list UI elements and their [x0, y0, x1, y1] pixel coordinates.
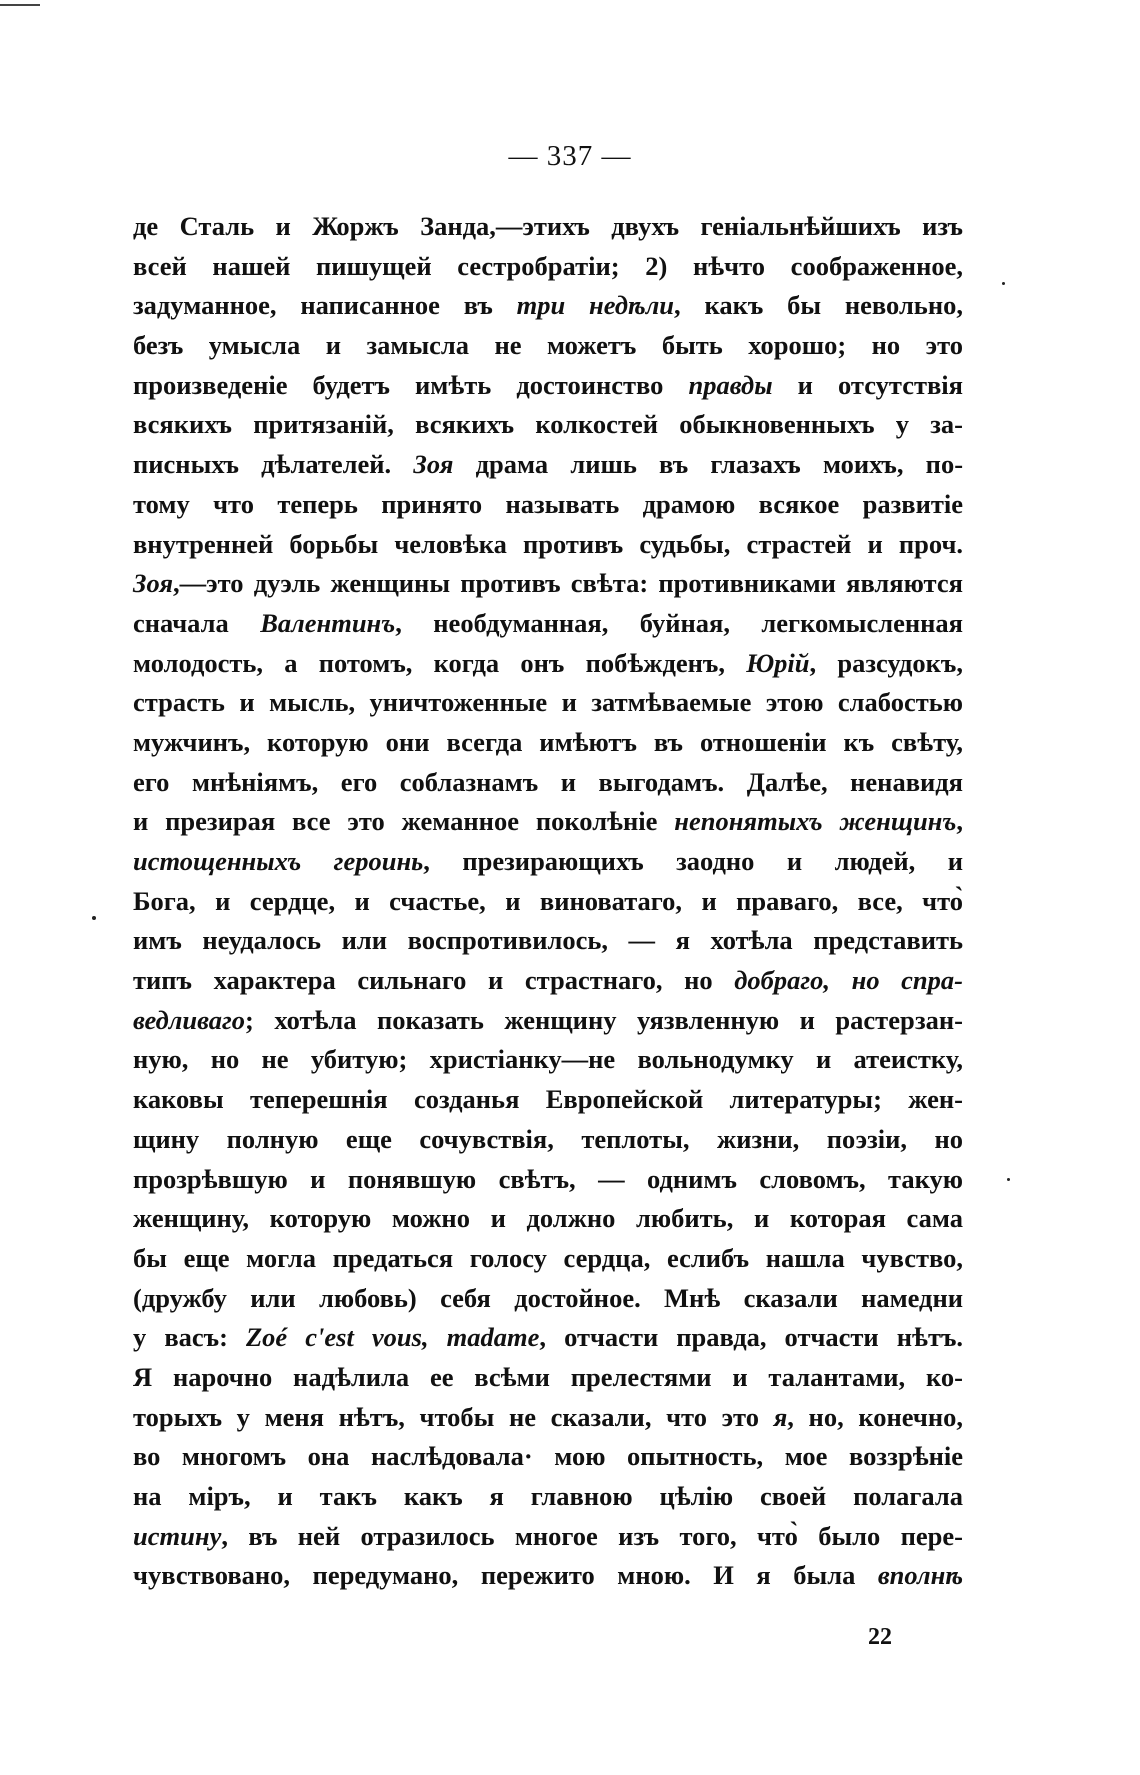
italic-phrase: я: [773, 1401, 788, 1432]
text-segment: , разсудокъ,: [809, 647, 964, 678]
italic-phrase: ведливаго: [133, 1004, 246, 1035]
text-line: [133, 921, 963, 961]
text-line: [133, 1437, 963, 1477]
text-segment: , отчасти правда, отчасти нѣтъ.: [539, 1322, 964, 1353]
italic-phrase: вполнѣ: [877, 1560, 963, 1591]
text-segment: и презирая все это жеманное поколѣніе: [133, 806, 675, 837]
text-segment: прозрѣвшую и понявшую свѣтъ, — однимъ словомъ, такую: [133, 1163, 963, 1194]
text-segment: внутренней борьбы человѣка противъ судьбы, страстей и проч.: [133, 528, 964, 559]
text-segment: всякихъ притязаній, всякихъ колкостей обыкновенныхъ у за-: [133, 409, 963, 440]
text-line: [133, 1358, 963, 1398]
text-line: [133, 763, 963, 803]
text-line: [133, 723, 963, 763]
italic-phrase: правды: [688, 369, 773, 400]
text-segment: всей нашей пишущей сестробратіи; 2) нѣчто соображенное,: [133, 250, 963, 281]
signature-mark: 22: [868, 1624, 892, 1650]
text-segment: щину полную еще сочувствія, теплоты, жизни, поэзіи, но: [133, 1123, 963, 1154]
text-line: [133, 366, 963, 406]
italic-phrase: Zoé c'est vous, madame: [245, 1322, 540, 1353]
text-segment: чувствовано, передумано, пережито мною. И я была: [133, 1560, 878, 1591]
text-line: [133, 405, 963, 445]
text-segment: ; хотѣла показать женщину уязвленную и растерзан-: [245, 1004, 964, 1035]
italic-phrase: Юрій: [746, 647, 810, 678]
text-segment: женщину, которую можно и должно любить, и которая сама: [133, 1203, 964, 1234]
text-segment: его мнѣніямъ, его соблазнамъ и выгодамъ. Далѣе, ненавидя: [133, 766, 964, 797]
text-line: [133, 207, 963, 247]
text-line: [133, 1279, 963, 1319]
text-segment: ,—это дуэль женщины противъ свѣта: противниками являются: [173, 568, 963, 599]
text-segment: каковы теперешнія созданья Европейской литературы; жен-: [133, 1084, 963, 1115]
text-segment: типъ характера сильнаго и страстнаго, но: [133, 965, 735, 996]
text-segment: имъ неудалось или воспротивилось, — я хотѣла представить: [133, 925, 964, 956]
scan-edge-mark: [0, 4, 40, 6]
italic-phrase: Зоя: [413, 449, 454, 480]
text-line: [133, 1477, 963, 1517]
italic-phrase: непонятыхъ женщинъ: [674, 806, 957, 837]
text-segment: Бога, и сердце, и счастье, и виноватаго, и праваго, все, что̀: [133, 885, 963, 916]
text-segment: торыхъ у меня нѣтъ, чтобы не сказали, что это: [133, 1401, 774, 1432]
text-segment: на міръ, и такъ какъ я главною цѣлію своей полагала: [133, 1481, 963, 1511]
text-segment: ,: [956, 806, 963, 837]
text-segment: задуманное, написанное въ: [133, 290, 517, 321]
text-segment: бы еще могла предаться голосу сердца, еслибъ нашла чувство,: [133, 1242, 963, 1273]
text-line: [133, 485, 963, 525]
text-line: [133, 1120, 963, 1160]
text-line: [133, 525, 963, 565]
text-segment: во многомъ она наслѣдовала· мою опытность, мое воззрѣніе: [133, 1441, 963, 1472]
italic-phrase: Валентинъ: [260, 607, 396, 638]
text-segment: страсть и мысль, уничтоженные и затмѣваемые этою слабостью: [133, 687, 963, 718]
text-segment: , презирающихъ заодно и людей, и: [423, 846, 964, 876]
text-line: [133, 604, 963, 644]
text-line: [133, 882, 963, 922]
text-segment: , какъ бы невольно,: [674, 290, 963, 321]
text-line: [133, 1239, 963, 1279]
page-number: — 337 —: [508, 140, 632, 172]
text-line: [133, 683, 963, 723]
text-segment: Я нарочно надѣлила ее всѣми прелестями и талантами, ко-: [133, 1361, 963, 1392]
speck: [1002, 282, 1005, 285]
text-line: [133, 842, 963, 882]
italic-phrase: истощенныхъ героинь: [133, 846, 424, 876]
text-line: [133, 286, 963, 326]
text-line: [133, 1040, 963, 1080]
text-segment: (дружбу или любовь) себя достойное. Мнѣ сказали намедни: [133, 1282, 963, 1313]
text-segment: молодость, а потомъ, когда онъ побѣжденъ,: [133, 647, 747, 678]
text-segment: ную, но не убитую; христіанку—не вольнодумку и атеистку,: [133, 1044, 964, 1075]
text-segment: безъ умысла и замысла не можетъ быть хорошо; но это: [133, 330, 964, 361]
body-text: [133, 207, 963, 1596]
text-line: [133, 1398, 963, 1438]
text-segment: драма лишь въ глазахъ моихъ, по-: [453, 449, 964, 480]
text-segment: , но, конечно,: [787, 1401, 963, 1432]
text-segment: де Сталь и Жоржъ Занда,—этихъ двухъ геніальнѣйшихъ изъ: [133, 211, 964, 241]
text-segment: и отсутствія: [772, 369, 964, 400]
italic-phrase: Зоя: [133, 568, 174, 599]
text-segment: , въ ней отразилось многое изъ того, что̀ было пере-: [221, 1520, 963, 1551]
text-segment: мужчинъ, которую они всегда имѣютъ въ отношеніи къ свѣту,: [133, 726, 964, 757]
italic-phrase: добраго, но спра-: [734, 965, 963, 996]
speck: [1007, 1178, 1010, 1181]
text-segment: тому что теперь принято называть драмою всякое развитіе: [133, 488, 964, 519]
text-line: [133, 1080, 963, 1120]
text-segment: писныхъ дѣлателей.: [133, 449, 414, 480]
text-line: [133, 1556, 963, 1596]
italic-phrase: истину: [133, 1520, 222, 1551]
text-line: [133, 1001, 963, 1041]
text-line: [133, 1160, 963, 1200]
text-line: [133, 1318, 963, 1358]
italic-phrase: три недѣли: [516, 290, 675, 321]
text-line: [133, 445, 963, 485]
speck: [92, 916, 96, 920]
text-line: [133, 961, 963, 1001]
text-line: [133, 1199, 963, 1239]
text-line: [133, 326, 963, 366]
text-segment: у васъ:: [133, 1322, 246, 1353]
text-segment: сначала: [133, 607, 261, 638]
text-line: [133, 644, 963, 684]
text-line: [133, 1517, 963, 1557]
text-segment: произведеніе будетъ имѣть достоинство: [133, 369, 689, 400]
text-line: [133, 247, 963, 287]
text-line: [133, 564, 963, 604]
text-line: [133, 802, 963, 842]
text-segment: , необдуманная, буйная, легкомысленная: [395, 607, 964, 638]
